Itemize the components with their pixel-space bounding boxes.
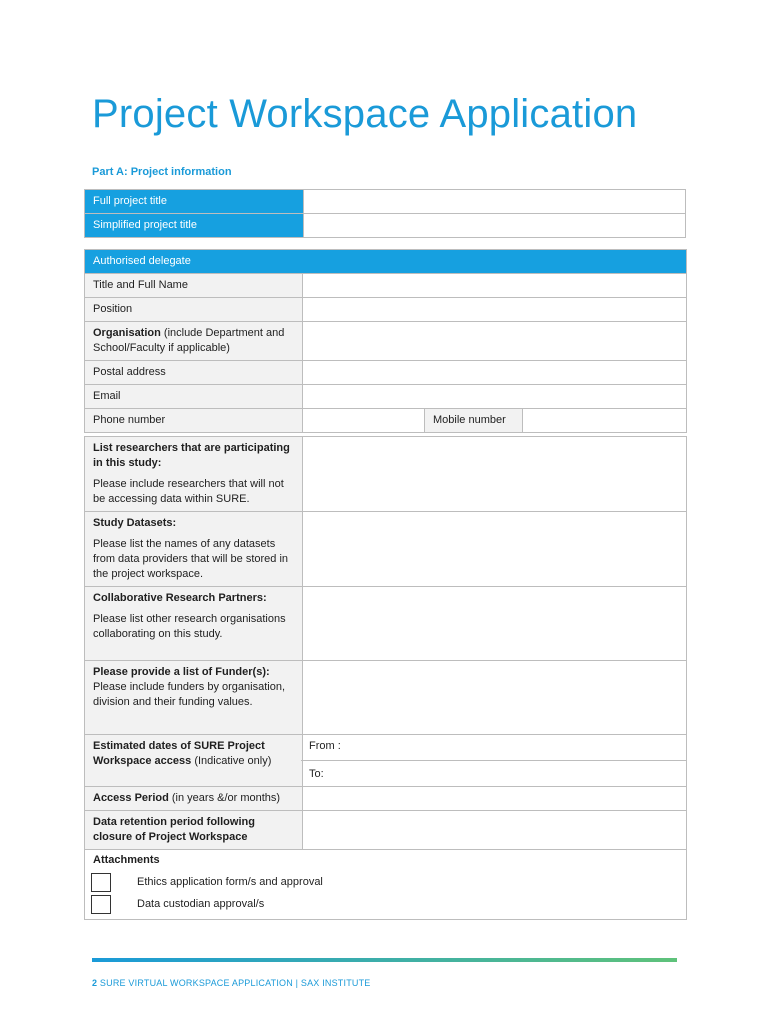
organisation-field[interactable]	[303, 322, 687, 361]
dates-label	[85, 735, 303, 787]
page-number: 2	[92, 978, 98, 988]
phone-label: Phone number	[85, 409, 303, 433]
position-label: Position	[85, 298, 303, 322]
access-period-label-bold: Access Period	[93, 792, 169, 804]
access-period-field[interactable]	[303, 787, 687, 811]
funders-label	[85, 661, 303, 735]
attachment-ethics	[93, 871, 678, 893]
attachment-custodian	[93, 893, 678, 915]
access-period-label-note: (in years &/or months)	[168, 792, 281, 804]
funders-note: Please include funders by organisation, division and their funding values.	[93, 681, 286, 708]
full-project-title-label: Full project title	[85, 190, 304, 214]
simplified-project-title-label: Simplified project title	[85, 214, 304, 238]
researchers-heading: List researchers that are participating in this study:	[93, 442, 290, 469]
full-project-title-field[interactable]	[304, 190, 686, 214]
simplified-project-title-field[interactable]	[304, 214, 686, 238]
postal-address-field[interactable]	[303, 361, 687, 385]
partners-heading: Collaborative Research Partners:	[93, 592, 267, 604]
position-field[interactable]	[303, 298, 687, 322]
from-label: From :	[309, 740, 341, 752]
datasets-heading: Study Datasets:	[93, 517, 177, 529]
footer-left-text: SURE VIRTUAL WORKSPACE APPLICATION	[99, 978, 293, 988]
retention-field[interactable]	[303, 811, 687, 850]
custodian-label: Data custodian approval/s	[137, 897, 265, 910]
datasets-label	[85, 512, 303, 587]
datasets-note: Please list the names of any datasets from data providers that will be stored in the project workspace.	[93, 538, 289, 580]
project-title-table	[84, 189, 686, 238]
email-label: Email	[85, 385, 303, 409]
delegate-heading: Authorised delegate	[85, 250, 687, 274]
custodian-checkbox[interactable]	[91, 895, 111, 914]
organisation-label-note: (include Department and School/Faculty if applicable)	[93, 327, 285, 354]
title-name-label: Title and Full Name	[85, 274, 303, 298]
attachments-label: Attachments	[93, 854, 160, 866]
delegate-table	[84, 249, 687, 433]
footer-divider	[92, 958, 677, 962]
mobile-field[interactable]	[523, 409, 687, 433]
part-a-heading: Part A: Project information	[92, 166, 232, 178]
mobile-label: Mobile number	[425, 409, 523, 433]
to-label: To:	[301, 760, 686, 782]
organisation-label-bold: Organisation	[93, 327, 161, 339]
page-title: Project Workspace Application	[92, 92, 638, 136]
access-period-label	[85, 787, 303, 811]
datasets-field[interactable]	[303, 512, 687, 587]
organisation-label	[85, 322, 303, 361]
phone-field[interactable]	[303, 409, 425, 433]
retention-label: Data retention period following closure of Project Workspace	[85, 811, 303, 850]
researchers-label	[85, 437, 303, 512]
dates-label-bold: Estimated dates of SURE Project Workspace access	[93, 740, 265, 767]
partners-note: Please list other research organisations collaborating on this study.	[93, 613, 286, 640]
page-footer	[92, 978, 371, 988]
researchers-field[interactable]	[303, 437, 687, 512]
dates-field[interactable]	[303, 735, 687, 787]
ethics-checkbox[interactable]	[91, 873, 111, 892]
funders-field[interactable]	[303, 661, 687, 735]
study-table	[84, 436, 687, 920]
email-field[interactable]	[303, 385, 687, 409]
footer-separator: |	[295, 978, 299, 988]
footer-right-text: SAX INSTITUTE	[300, 978, 371, 988]
postal-address-label: Postal address	[85, 361, 303, 385]
attachments-cell	[85, 850, 687, 920]
title-name-field[interactable]	[303, 274, 687, 298]
researchers-note: Please include researchers that will not be accessing data within SURE.	[93, 478, 284, 505]
partners-field[interactable]	[303, 587, 687, 661]
dates-label-note: (Indicative only)	[191, 755, 272, 767]
funders-heading: Please provide a list of Funder(s):	[93, 666, 270, 678]
partners-label	[85, 587, 303, 661]
ethics-label: Ethics application form/s and approval	[137, 875, 323, 888]
